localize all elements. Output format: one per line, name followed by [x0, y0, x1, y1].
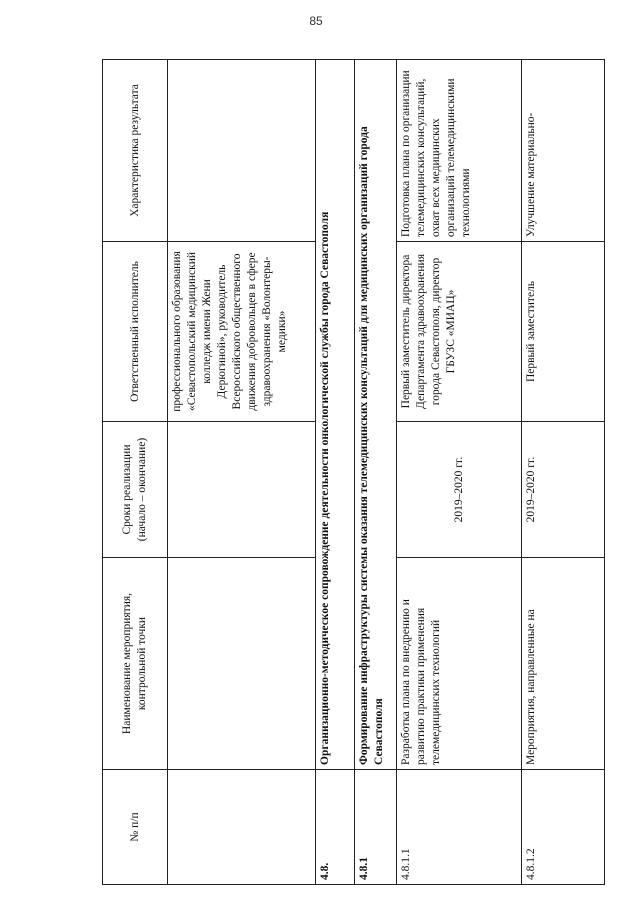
header-result: Характеристика результата [103, 60, 168, 242]
row-4-8-1-2-term: 2019–2020 гг. [522, 422, 605, 558]
row-4-8-1-1-result: Подготовка плана по организации телемедицинских консультаций, охват всех медицинских организаций телемедицинскими технологиями [397, 60, 522, 242]
cell-empty [168, 770, 316, 885]
row-4-8-1-2-responsible: Первый заместитель [522, 242, 605, 422]
row-4-8-1-1-term: 2019–2020 гг. [397, 422, 522, 558]
table-header-row [103, 60, 168, 885]
section-4-8-num: 4.8. [316, 770, 355, 885]
table-row-section-4-8-1 [355, 60, 397, 885]
row-4-8-1-2-result: Улучшение материально- [522, 60, 605, 242]
cell-empty [168, 422, 316, 558]
row-4-8-1-1-responsible: Первый заместитель директора Департамента здравоохранения города Севастополя, директор ГБУЗС «МИАЦ» [397, 242, 522, 422]
continuation-responsible: профессионального образования «Севастопольский медицинский колледж имени Жени Дерюгиной», руководитель Всероссийского общественного движения добровольцев в сфере здравоохранения «Волонтеры-медики» [168, 242, 316, 422]
header-term: Сроки реализации (начало – окончание) [103, 422, 168, 558]
header-name: Наименование мероприятия, контрольной точки [103, 558, 168, 770]
page-number: 85 [309, 14, 323, 28]
table-row-continuation [168, 60, 316, 885]
rotated-table-wrapper [102, 60, 605, 885]
activities-table [102, 59, 605, 885]
row-4-8-1-1-name: Разработка плана по внедрению и развитию практики применения телемедицинских технологий [397, 558, 522, 770]
section-4-8-title: Организационно-методическое сопровождение деятельности онкологической службы города Севастополя [316, 60, 355, 770]
table-row-4-8-1-1 [397, 60, 522, 885]
cell-empty [168, 60, 316, 242]
table-row-4-8-1-2 [522, 60, 605, 885]
header-responsible: Ответственный исполнитель [103, 242, 168, 422]
section-4-8-1-title: Формирование инфраструктуры системы оказания телемедицинских консультаций для медицинских организаций города Севастополя [355, 60, 397, 770]
cell-empty [168, 558, 316, 770]
row-4-8-1-2-num: 4.8.1.2 [522, 770, 605, 885]
row-4-8-1-2-name: Мероприятия, направленные на [522, 558, 605, 770]
section-4-8-1-num: 4.8.1 [355, 770, 397, 885]
row-4-8-1-1-num: 4.8.1.1 [397, 770, 522, 885]
header-num: № п/п [103, 770, 168, 885]
table-row-section-4-8 [316, 60, 355, 885]
